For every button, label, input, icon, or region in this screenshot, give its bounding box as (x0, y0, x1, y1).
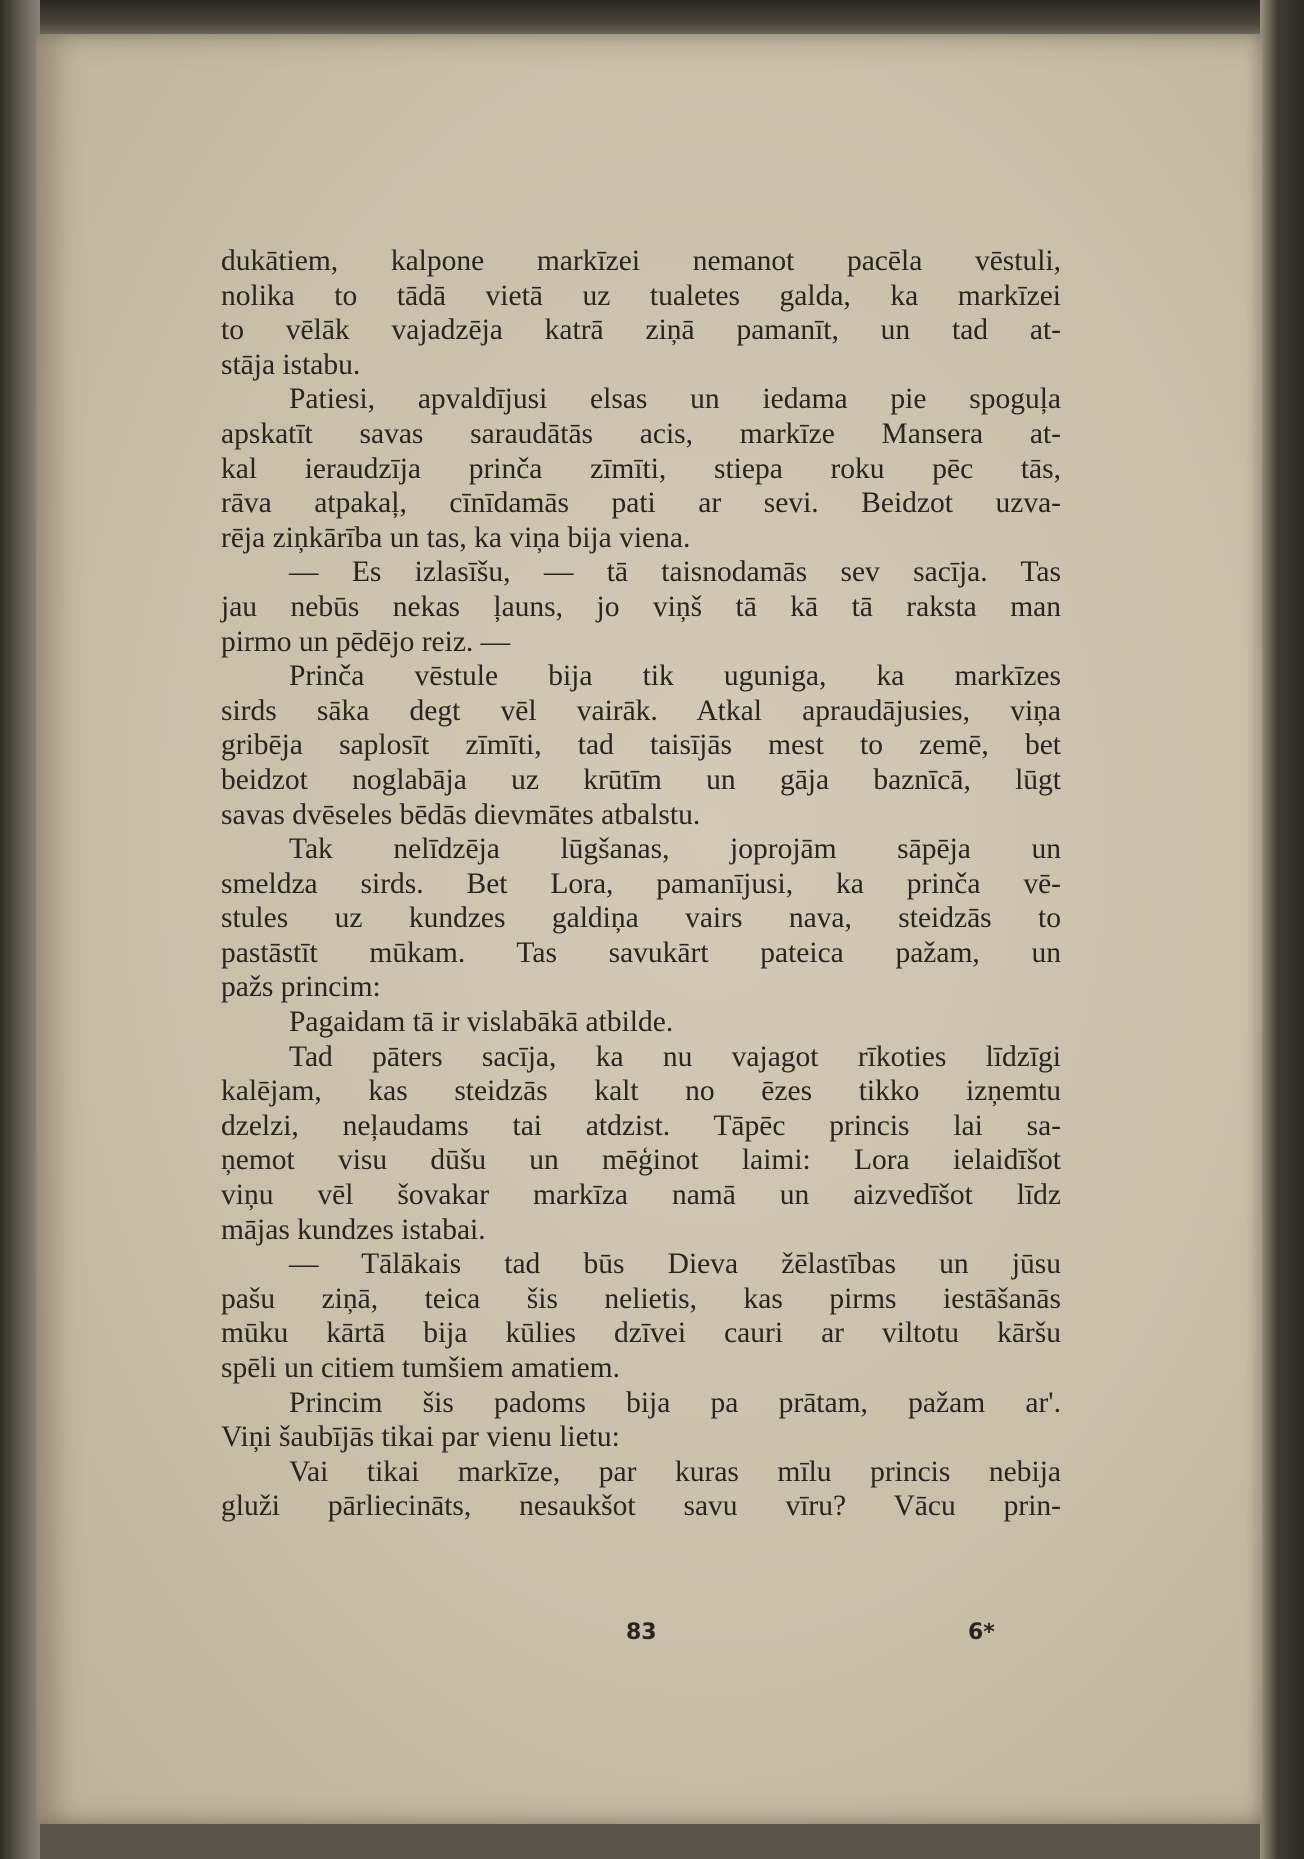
text-line: pastāstīt mūkam. Tas savukārt pateica pažam, un (221, 936, 1061, 969)
text-line: sirds sāka degt vēl vairāk. Atkal apraudājusies, viņa (221, 694, 1061, 727)
text-line: Tad pāters sacīja, ka nu vajagot rīkoties līdzīgi (289, 1040, 1061, 1073)
book-page (36, 34, 1262, 1824)
text-line: ņemot visu dūšu un mēģinot laimi: Lora ielaidīšot (221, 1144, 1061, 1177)
text-line: stāja istabu. (221, 348, 361, 381)
text-line: jau nebūs nekas ļauns, jo viņš tā kā tā raksta man (221, 590, 1061, 623)
text-line: — Tālākais tad būs Dieva žēlastības un jūsu (289, 1248, 1061, 1281)
text-line: rēja ziņkārība un tas, ka viņa bija viena. (221, 521, 691, 554)
text-line: gribēja saplosīt zīmīti, tad taisījās mest to zemē, bet (221, 729, 1061, 762)
text-line: kal ieraudzīja prinča zīmīti, stiepa roku pēc tās, (221, 452, 1061, 485)
book-right-edge (1260, 0, 1304, 1859)
text-line: viņu vēl šovakar markīza namā un aizvedīšot līdz (221, 1179, 1061, 1212)
text-line: dzelzi, neļaudams tai atdzist. Tāpēc princis lai sa- (221, 1109, 1061, 1142)
page-text (221, 244, 1061, 1524)
text-line: Vai tikai markīze, par kuras mīlu princis nebija (289, 1455, 1061, 1488)
text-line: Viņi šaubījās tikai par vienu lietu: (221, 1421, 620, 1454)
text-line: — Es izlasīšu, — tā taisnodamās sev sacīja. Tas (289, 556, 1061, 589)
text-line: apskatīt savas saraudātās acis, markīze Mansera at- (221, 417, 1061, 450)
text-line: Princim šis padoms bija pa prātam, pažam ar'. (289, 1386, 1061, 1419)
text-line: mūku kārtā bija kūlies dzīvei cauri ar viltotu kāršu (221, 1317, 1061, 1350)
text-line: rāva atpakaļ, cīnīdamās pati ar sevi. Beidzot uzva- (221, 487, 1061, 520)
text-line: Pagaidam tā ir vislabākā atbilde. (289, 1006, 674, 1039)
text-line: pirmo un pēdējo reiz. — (221, 625, 511, 658)
text-line: gluži pārliecināts, nesaukšot savu vīru? Vācu prin- (221, 1490, 1061, 1523)
text-line: spēli un citiem tumšiem amatiem. (221, 1352, 620, 1384)
text-line: pašu ziņā, teica šis nelietis, kas pirms iestāšanās (221, 1282, 1061, 1315)
text-line: to vēlāk vajadzēja katrā ziņā pamanīt, un tad at- (221, 314, 1061, 347)
text-line: nolika to tādā vietā uz tualetes galda, ka markīzei (221, 279, 1061, 312)
text-line: smeldza sirds. Bet Lora, pamanījusi, ka prinča vē- (221, 867, 1061, 900)
signature-mark: 6* (968, 1620, 995, 1645)
text-line: beidzot noglabāja uz krūtīm un gāja baznīcā, lūgt (221, 763, 1061, 796)
book-spine (0, 0, 40, 1859)
text-line: dukātiem, kalpone markīzei nemanot pacēla vēstuli, (221, 245, 1061, 277)
text-line: mājas kundzes istabai. (221, 1213, 486, 1246)
text-line: stules uz kundzes galdiņa vairs nava, steidzās to (221, 902, 1061, 935)
text-line: kalējam, kas steidzās kalt no ēzes tikko izņemtu (221, 1075, 1061, 1108)
text-line: savas dvēseles bēdās dievmātes atbalstu. (221, 798, 701, 831)
text-line: Prinča vēstule bija tik uguniga, ka markīzes (289, 660, 1061, 693)
text-line: Patiesi, apvaldījusi elsas un iedama pie spoguļa (289, 383, 1061, 416)
text-line: Tak nelīdzēja lūgšanas, joprojām sāpēja un (289, 833, 1061, 866)
text-line: pažs princim: (221, 971, 381, 1004)
page-number: 83 (626, 1620, 657, 1645)
